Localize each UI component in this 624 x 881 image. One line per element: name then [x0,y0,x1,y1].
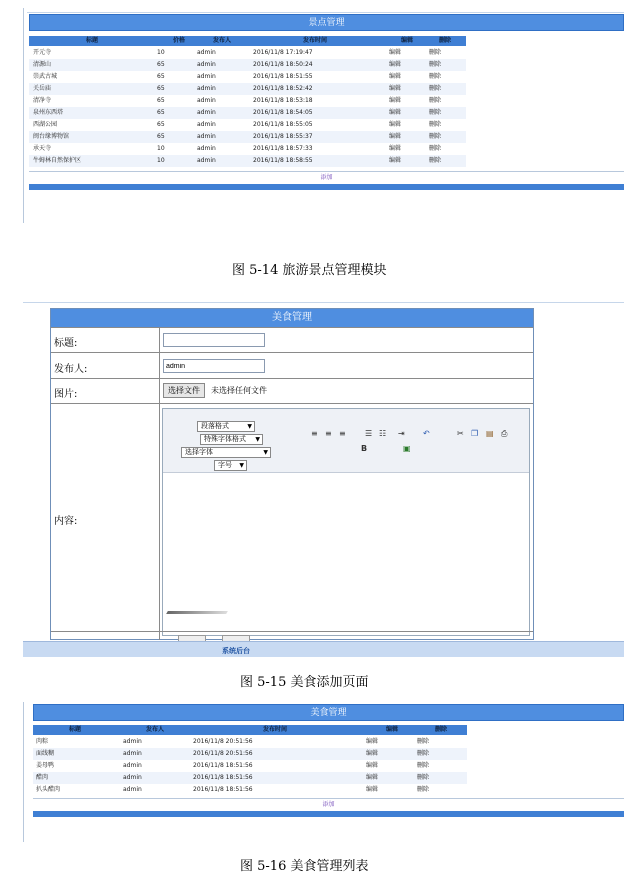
delete-link[interactable]: 删除 [429,61,442,68]
edit-link[interactable]: 编辑 [366,750,379,757]
scenic-table-header [29,36,466,46]
choose-file-button[interactable]: 选择文件 [163,383,205,398]
caption-fig-5-16: 图 5-16 美食管理列表 [240,859,369,874]
table-row [29,59,466,71]
cell-title: 姜母鸭 [36,762,55,769]
table-row [33,760,467,772]
delete-link[interactable]: 删除 [429,49,442,56]
align-right-icon[interactable]: ≡ [339,429,346,438]
edit-link[interactable]: 编辑 [389,121,402,128]
file-status-text: 未选择任何文件 [211,386,267,395]
header-publish-time: 发布时间 [303,37,328,44]
edit-link[interactable]: 编辑 [389,73,402,80]
header-delete: 删除 [435,726,448,733]
table-row [29,119,466,131]
delete-link[interactable]: 删除 [417,762,430,769]
form-row-actions [51,631,533,640]
cell-publish-time: 2016/11/8 18:58:55 [253,157,313,164]
delete-link[interactable]: 删除 [429,145,442,152]
caption-fig-5-14: 图 5-14 旅游景点管理模块 [232,263,387,278]
table-row [29,155,466,167]
cell-publisher: admin [197,49,216,56]
table-row [29,107,466,119]
undo-icon[interactable]: ↶ [423,429,430,438]
edit-link[interactable]: 编辑 [366,762,379,769]
insert-image-icon[interactable]: ▣ [403,444,411,453]
cell-title: 牛姆林自然保护区 [33,157,82,164]
cell-publisher: admin [123,786,142,793]
table-row [33,784,467,796]
cell-publisher: admin [197,133,216,140]
cell-title: 肉粽 [36,738,49,745]
delete-link[interactable]: 删除 [417,750,430,757]
cell-publish-time: 2016/11/8 20:51:56 [193,738,253,745]
cell-publish-time: 2016/11/8 18:55:37 [253,133,313,140]
cell-title: 开元寺 [33,49,52,56]
scenic-table-footer [29,184,624,190]
cell-title: 醋肉 [36,774,49,781]
editor-content-area[interactable] [163,474,529,614]
font-select[interactable]: 选择字体 ▼ [181,447,271,458]
cell-publish-time: 2016/11/8 17:19:47 [253,49,313,56]
delete-link[interactable]: 删除 [417,774,430,781]
header-edit: 编辑 [401,37,414,44]
header-title: 标题 [86,37,99,44]
form-row-content [51,403,533,631]
cell-publish-time: 2016/11/8 18:53:18 [253,97,313,104]
table-row [33,736,467,748]
title-label: 标题: [54,338,78,349]
cell-publish-time: 2016/11/8 18:52:42 [253,85,313,92]
cut-icon[interactable]: ✂ [457,429,464,438]
cell-publisher: admin [197,73,216,80]
ordered-list-icon[interactable]: ☷ [379,429,387,438]
publisher-input[interactable] [163,359,265,373]
bold-icon[interactable]: B [361,444,368,453]
delete-link[interactable]: 删除 [429,133,442,140]
edit-link[interactable]: 编辑 [389,61,402,68]
food-table-footer [33,811,624,817]
food-table-header [33,725,467,735]
edit-link[interactable]: 编辑 [366,786,379,793]
cell-price: 65 [157,109,165,116]
delete-link[interactable]: 删除 [429,73,442,80]
food-management-screenshot [23,702,624,842]
delete-link[interactable]: 删除 [429,97,442,104]
cell-title: 面线糊 [36,750,55,757]
cell-publish-time: 2016/11/8 18:54:05 [253,109,313,116]
edit-link[interactable]: 编辑 [389,85,402,92]
publisher-label: 发布人: [54,364,88,375]
cell-publish-time: 2016/11/8 18:51:55 [253,73,313,80]
cell-publish-time: 2016/11/8 18:51:56 [193,762,253,769]
cell-title: 清源山 [33,61,52,68]
table-row [29,143,466,155]
food-form-title: 美食管理 [51,309,533,327]
cell-title: 扒头醋肉 [36,786,61,793]
copy-icon[interactable]: ❐ [471,429,479,438]
cell-price: 65 [157,85,165,92]
cell-publisher: admin [123,774,142,781]
cell-title: 关岳庙 [33,85,52,92]
system-backend-text: 系统后台 [222,647,250,655]
scenic-add-link[interactable]: 添加 [29,171,624,183]
cell-publisher: admin [197,157,216,164]
edit-link[interactable]: 编辑 [389,157,402,164]
delete-link[interactable]: 删除 [417,786,430,793]
table-row [29,83,466,95]
align-center-icon[interactable]: ≡ [325,429,332,438]
system-backend-bar [23,641,624,657]
header-title: 标题 [69,726,82,733]
cell-title: 西湖公园 [33,121,58,128]
table-row [29,95,466,107]
cell-publisher: admin [197,85,216,92]
cell-publish-time: 2016/11/8 18:55:05 [253,121,313,128]
header-price: 价格 [173,37,186,44]
unordered-list-icon[interactable]: ☰ [365,429,373,438]
table-row [29,131,466,143]
print-icon[interactable]: ⎙ [501,429,508,438]
cell-publisher: admin [197,61,216,68]
cell-publisher: admin [197,97,216,104]
table-row [29,71,466,83]
edit-link[interactable]: 编辑 [389,133,402,140]
header-edit: 编辑 [386,726,399,733]
image-label: 图片: [54,389,78,400]
edit-link[interactable]: 编辑 [389,49,402,56]
cell-price: 10 [157,49,165,56]
editor-toolbar [163,409,529,473]
form-row-publisher [51,352,533,378]
cell-publisher: admin [197,145,216,152]
delete-link[interactable]: 删除 [429,85,442,92]
paragraph-format-select[interactable]: 段落格式 ▼ [197,421,255,432]
align-left-icon[interactable]: ≡ [311,429,318,438]
food-table-title: 美食管理 [33,704,624,721]
table-row [29,47,466,59]
caption-fig-5-15: 图 5-15 美食添加页面 [240,675,369,690]
delete-link[interactable]: 删除 [429,121,442,128]
cell-title: 闽台缘博物馆 [33,133,70,140]
food-add-form [50,308,534,640]
cell-price: 65 [157,73,165,80]
cell-publish-time: 2016/11/8 18:50:24 [253,61,313,68]
cell-publisher: admin [123,762,142,769]
delete-link[interactable]: 删除 [429,109,442,116]
delete-link[interactable]: 删除 [429,157,442,164]
table-row [33,772,467,784]
header-publish-time: 发布时间 [263,726,288,733]
header-delete: 删除 [439,37,452,44]
table-row [33,748,467,760]
cell-publisher: admin [123,738,142,745]
cell-price: 10 [157,157,165,164]
title-input[interactable] [163,333,265,347]
edit-link[interactable]: 编辑 [366,738,379,745]
cell-publish-time: 2016/11/8 18:51:56 [193,774,253,781]
delete-link[interactable]: 删除 [417,738,430,745]
scenic-management-screenshot [23,8,624,223]
indent-icon[interactable]: ⇥ [398,429,405,438]
edit-link[interactable]: 编辑 [366,774,379,781]
cell-price: 65 [157,97,165,104]
font-size-select[interactable]: 字号 ▼ [214,460,247,471]
header-publisher: 发布人 [213,37,232,44]
edit-link[interactable]: 编辑 [389,145,402,152]
cell-price: 65 [157,61,165,68]
scenic-table-title: 景点管理 [29,14,624,31]
cell-title: 崇武古城 [33,73,58,80]
form-row-image [51,378,533,403]
header-publisher: 发布人 [146,726,165,733]
cell-publish-time: 2016/11/8 18:57:33 [253,145,313,152]
cell-publish-time: 2016/11/8 18:51:56 [193,786,253,793]
paste-icon[interactable]: ▤ [486,429,494,438]
cell-title: 清净寺 [33,97,52,104]
cell-publish-time: 2016/11/8 20:51:56 [193,750,253,757]
cell-publisher: admin [197,109,216,116]
divider [23,302,624,303]
cell-price: 10 [157,145,165,152]
cell-publisher: admin [197,121,216,128]
food-add-link[interactable]: 添加 [33,798,624,810]
edit-link[interactable]: 编辑 [389,109,402,116]
form-row-title [51,327,533,352]
cell-publisher: admin [123,750,142,757]
cell-title: 泉州东西塔 [33,109,64,116]
rich-text-editor [162,408,530,636]
cell-title: 承天寺 [33,145,52,152]
special-font-select[interactable]: 特殊字体格式 ▼ [200,434,263,445]
edit-link[interactable]: 编辑 [389,97,402,104]
content-label: 内容: [54,516,78,527]
cell-price: 65 [157,133,165,140]
cell-price: 65 [157,121,165,128]
